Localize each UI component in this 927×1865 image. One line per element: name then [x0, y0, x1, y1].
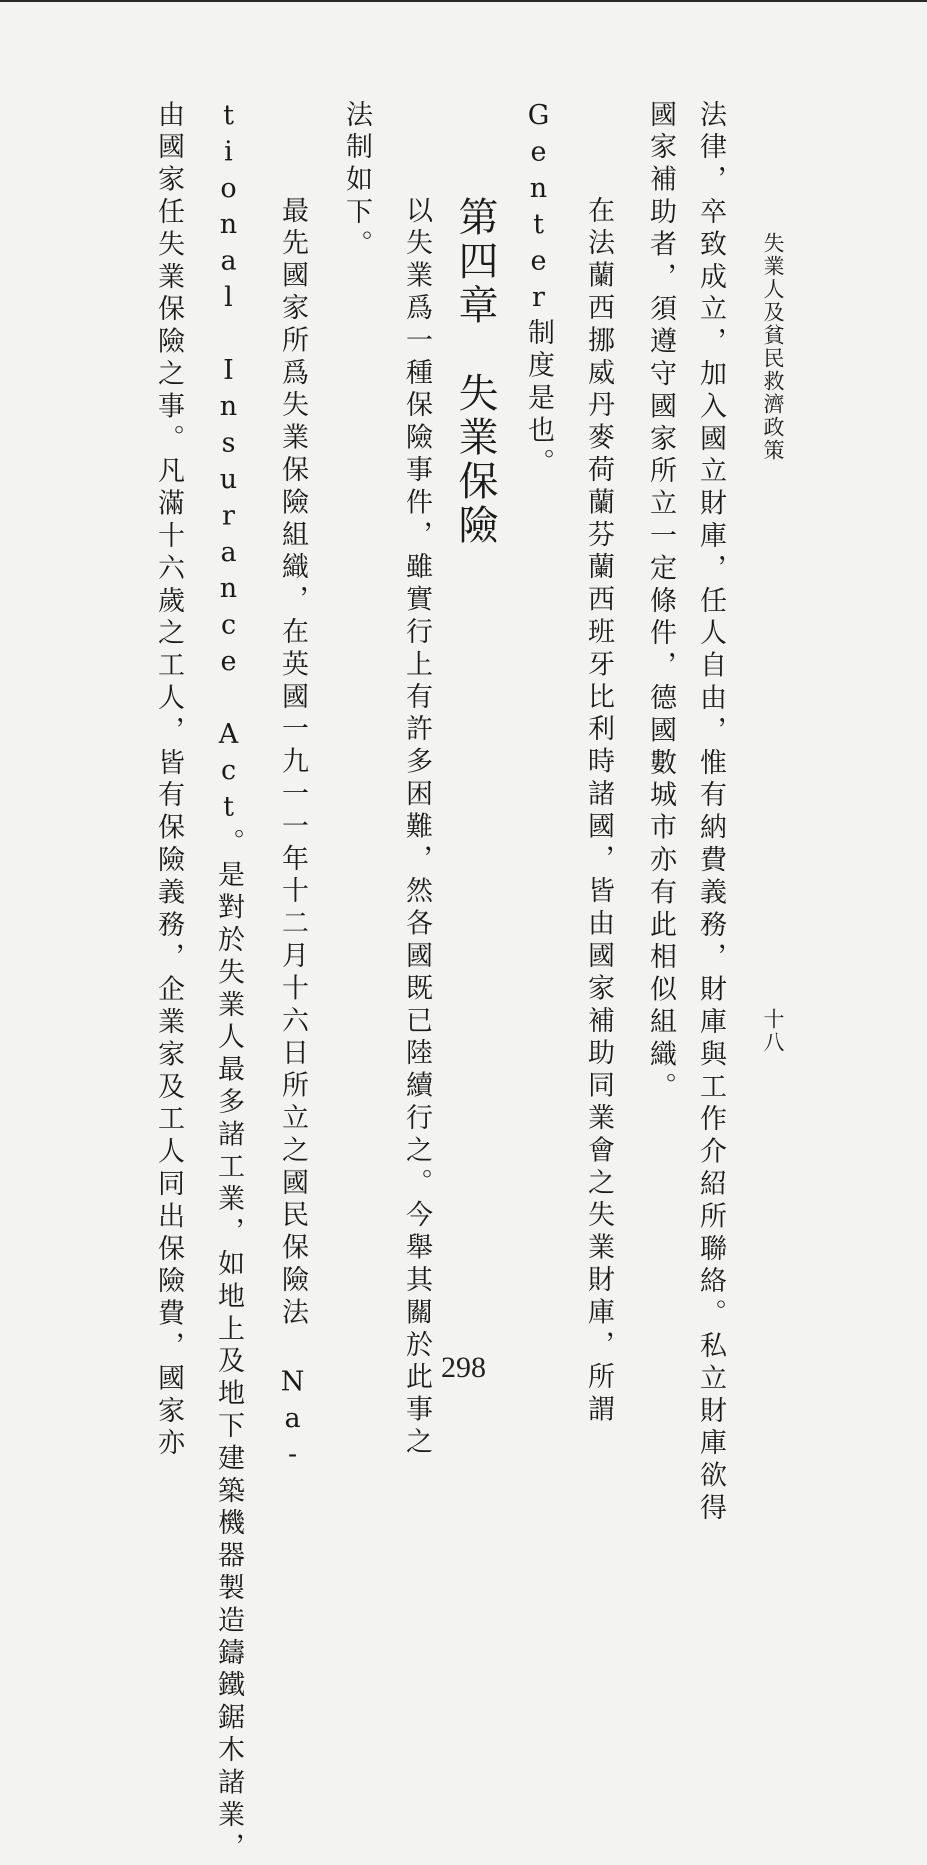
text-column-6: 以失業爲一種保險事件，雖實行上有許多困難，然各國既已陸續行之。今舉其關於此事之 [401, 196, 432, 1460]
text-column-10: 由國家任失業保險之事。凡滿十六歲之工人，皆有保險義務，企業家及工人同出保險費，國家亦 [153, 100, 184, 1461]
folio: 十八 [761, 1008, 785, 1054]
page-number: 298 [441, 1351, 486, 1384]
top-border-line [0, 0, 927, 2]
text-column-8: 最先國家所爲失業保險組織，在英國一九一一年十二月十六日所立之國民保險法 Na- [277, 196, 308, 1476]
text-column-3: 在法蘭西挪威丹麥荷蘭芬蘭西班牙比利時諸國，皆由國家補助同業會之失業財庫，所謂 [583, 196, 614, 1428]
text-column-2: 國家補助者，須遵守國家所立一定條件，德國數城市亦有此相似組織。 [645, 100, 676, 1105]
chapter-heading: 第四章 失業保險 [452, 196, 498, 548]
text-column-1: 法律，卒致成立，加入國立財庫，任人自由，惟有納費義務，財庫與工作介紹所聯絡。私立財庫欲得 [695, 100, 726, 1526]
text-column-9: tional Insurance Act。是對於失業人最多諸工業，如地上及地下建築機器製造鑄鐵鋸木諸業， [213, 100, 244, 1865]
text-column-7: 法制如下。 [341, 100, 372, 262]
text-column-4: Genter制度是也。 [523, 100, 554, 481]
running-title: 失業人及貧民救濟政策 [761, 232, 785, 462]
